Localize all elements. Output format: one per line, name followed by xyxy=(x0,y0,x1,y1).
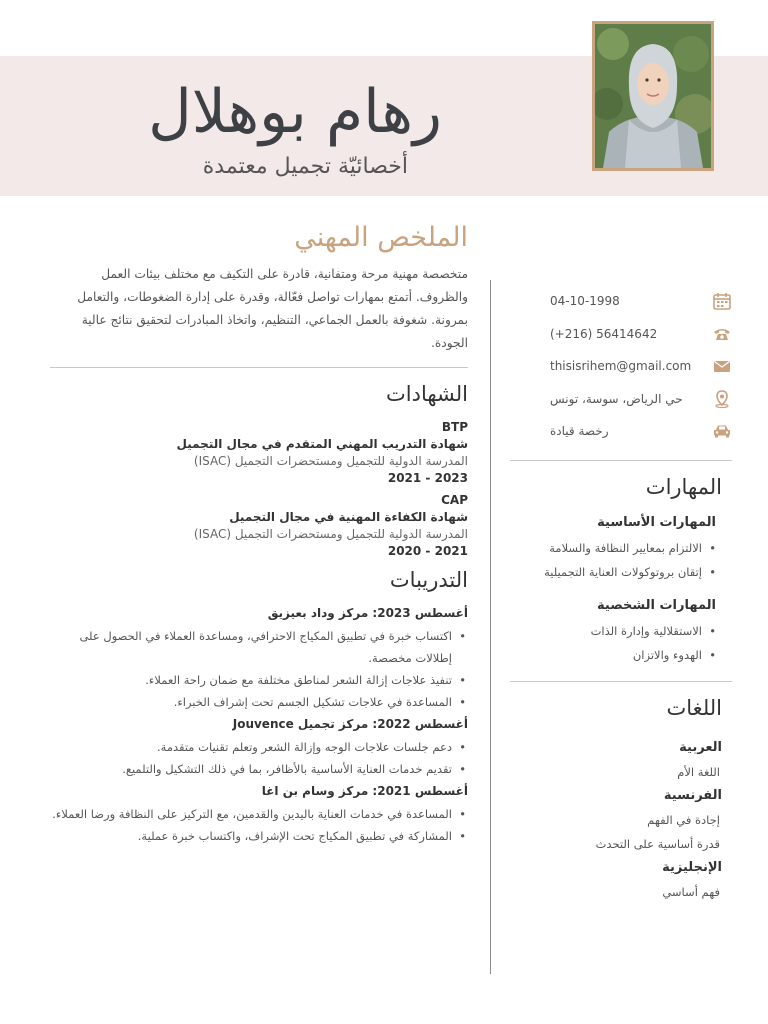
location-icon xyxy=(712,389,732,409)
certificate-org: المدرسة الدولية للتجميل ومستحضرات التجميل (ISAC) xyxy=(193,527,468,541)
languages-title: اللغات xyxy=(666,695,722,720)
main-column xyxy=(50,222,468,851)
person-name: رهام بوهلال xyxy=(148,77,442,147)
side-column xyxy=(510,285,732,904)
certificate-code: CAP xyxy=(441,493,468,507)
phone-text: (+216) 56414642 xyxy=(550,326,658,341)
training-item xyxy=(50,606,468,713)
list-item: • المشاركة في تطبيق المكياج تحت الإشراف، واكتساب خبرة عملية. xyxy=(50,825,452,847)
list-item: • الهدوء والاتزان xyxy=(510,643,702,667)
divider xyxy=(510,681,732,682)
summary-title: الملخص المهني xyxy=(294,222,468,253)
skills-list xyxy=(510,619,732,667)
list-item: • دعم جلسات علاجات الوجه وإزالة الشعر وتعلم تقنيات متقدمة. xyxy=(50,736,452,758)
address-text: حي الرياض، سوسة، تونس xyxy=(550,391,683,406)
contact-row-license xyxy=(510,415,732,448)
training-bullets xyxy=(50,803,468,847)
training-heading: أغسطس 2021: مركز وسام بن اغا xyxy=(261,784,468,798)
car-icon xyxy=(712,421,732,441)
training-heading: أغسطس 2022: مركز تجميل Jouvence xyxy=(232,717,468,731)
language-level: قدرة أساسية على التحدث xyxy=(595,836,720,851)
license-text: رخصة قيادة xyxy=(550,424,609,439)
list-item: • المساعدة في خدمات العناية باليدين والقدمين، مع التركيز على النظافة ورضا العملاء. xyxy=(50,803,452,825)
certificate-item xyxy=(50,493,468,558)
list-item: • إتقان بروتوكولات العناية التجميلية xyxy=(510,560,702,584)
certificates-title: الشهادات xyxy=(385,382,468,406)
skills-title: المهارات xyxy=(645,474,722,499)
certificate-code: BTP xyxy=(441,420,468,434)
language-name: الإنجليزية xyxy=(662,859,722,875)
contact-row-email xyxy=(510,350,732,383)
email-icon xyxy=(712,356,732,376)
training-bullets xyxy=(50,625,468,713)
contact-row-phone xyxy=(510,318,732,351)
profile-photo xyxy=(592,21,714,171)
divider xyxy=(510,460,732,461)
list-item: • الالتزام بمعايير النظافة والسلامة xyxy=(510,536,702,560)
calendar-icon xyxy=(712,291,732,311)
certificate-name: شهادة الكفاءة المهنية في مجال التجميل xyxy=(229,510,468,524)
training-bullets xyxy=(50,736,468,780)
job-title: أخصائيّة تجميل معتمدة xyxy=(202,154,408,179)
certificate-years: 2021 - 2023 xyxy=(387,471,468,485)
contact-row-address xyxy=(510,383,732,416)
training-item xyxy=(50,784,468,847)
email-text[interactable]: thisisrihem@gmail.com xyxy=(550,359,692,374)
trainings-title: التدريبات xyxy=(389,568,468,592)
certificate-name: شهادة التدريب المهني المتقدم في مجال التجميل xyxy=(176,437,468,451)
list-item: • المساعدة في علاجات تشكيل الجسم تحت إشراف الخبراء. xyxy=(50,691,452,713)
summary-text: متخصصة مهنية مرحة ومتفانية، قادرة على التكيف مع مختلف بيئات العمل والظروف. أتمتع بمهارات تواصل فعّالة، وقدرة على إدارة الضغوطات، والتعامل بمرونة. شغوفة بالعمل الجماعي، التنظيم، واتخاذ المبادرات لتحقيق نتائج عالية الجودة. xyxy=(77,267,468,350)
phone-icon xyxy=(712,324,732,344)
training-item xyxy=(50,717,468,780)
skills-group-title: المهارات الأساسية xyxy=(597,514,716,530)
language-level: إجادة في الفهم xyxy=(647,812,720,827)
list-item: • اكتساب خبرة في تطبيق المكياج الاحترافي، ومساعدة العملاء في الحصول على إطلالات مخصصة. xyxy=(50,625,452,669)
birthdate-text: 04-10-1998 xyxy=(550,294,620,309)
skills-group-title: المهارات الشخصية xyxy=(597,597,716,613)
skills-list xyxy=(510,536,732,584)
language-level: فهم أساسي xyxy=(662,884,720,899)
certificate-years: 2020 - 2021 xyxy=(387,544,468,558)
certificate-item xyxy=(50,420,468,485)
certificate-org: المدرسة الدولية للتجميل ومستحضرات التجميل (ISAC) xyxy=(193,454,468,468)
language-name: الفرنسية xyxy=(663,787,722,803)
divider xyxy=(50,367,468,368)
contact-row-birthdate xyxy=(510,285,732,318)
column-divider xyxy=(490,280,491,974)
list-item: • تقديم خدمات العناية الأساسية بالأظافر، بما في ذلك التشكيل والتلميع. xyxy=(50,758,452,780)
language-level: اللغة الأم xyxy=(677,764,720,779)
training-heading: أغسطس 2023: مركز وداد بعيزيق xyxy=(267,606,468,620)
list-item: • الاستقلالية وإدارة الذات xyxy=(510,619,702,643)
list-item: • تنفيذ علاجات إزالة الشعر لمناطق مختلفة مع ضمان راحة العملاء. xyxy=(50,669,452,691)
language-name: العربية xyxy=(679,739,722,755)
